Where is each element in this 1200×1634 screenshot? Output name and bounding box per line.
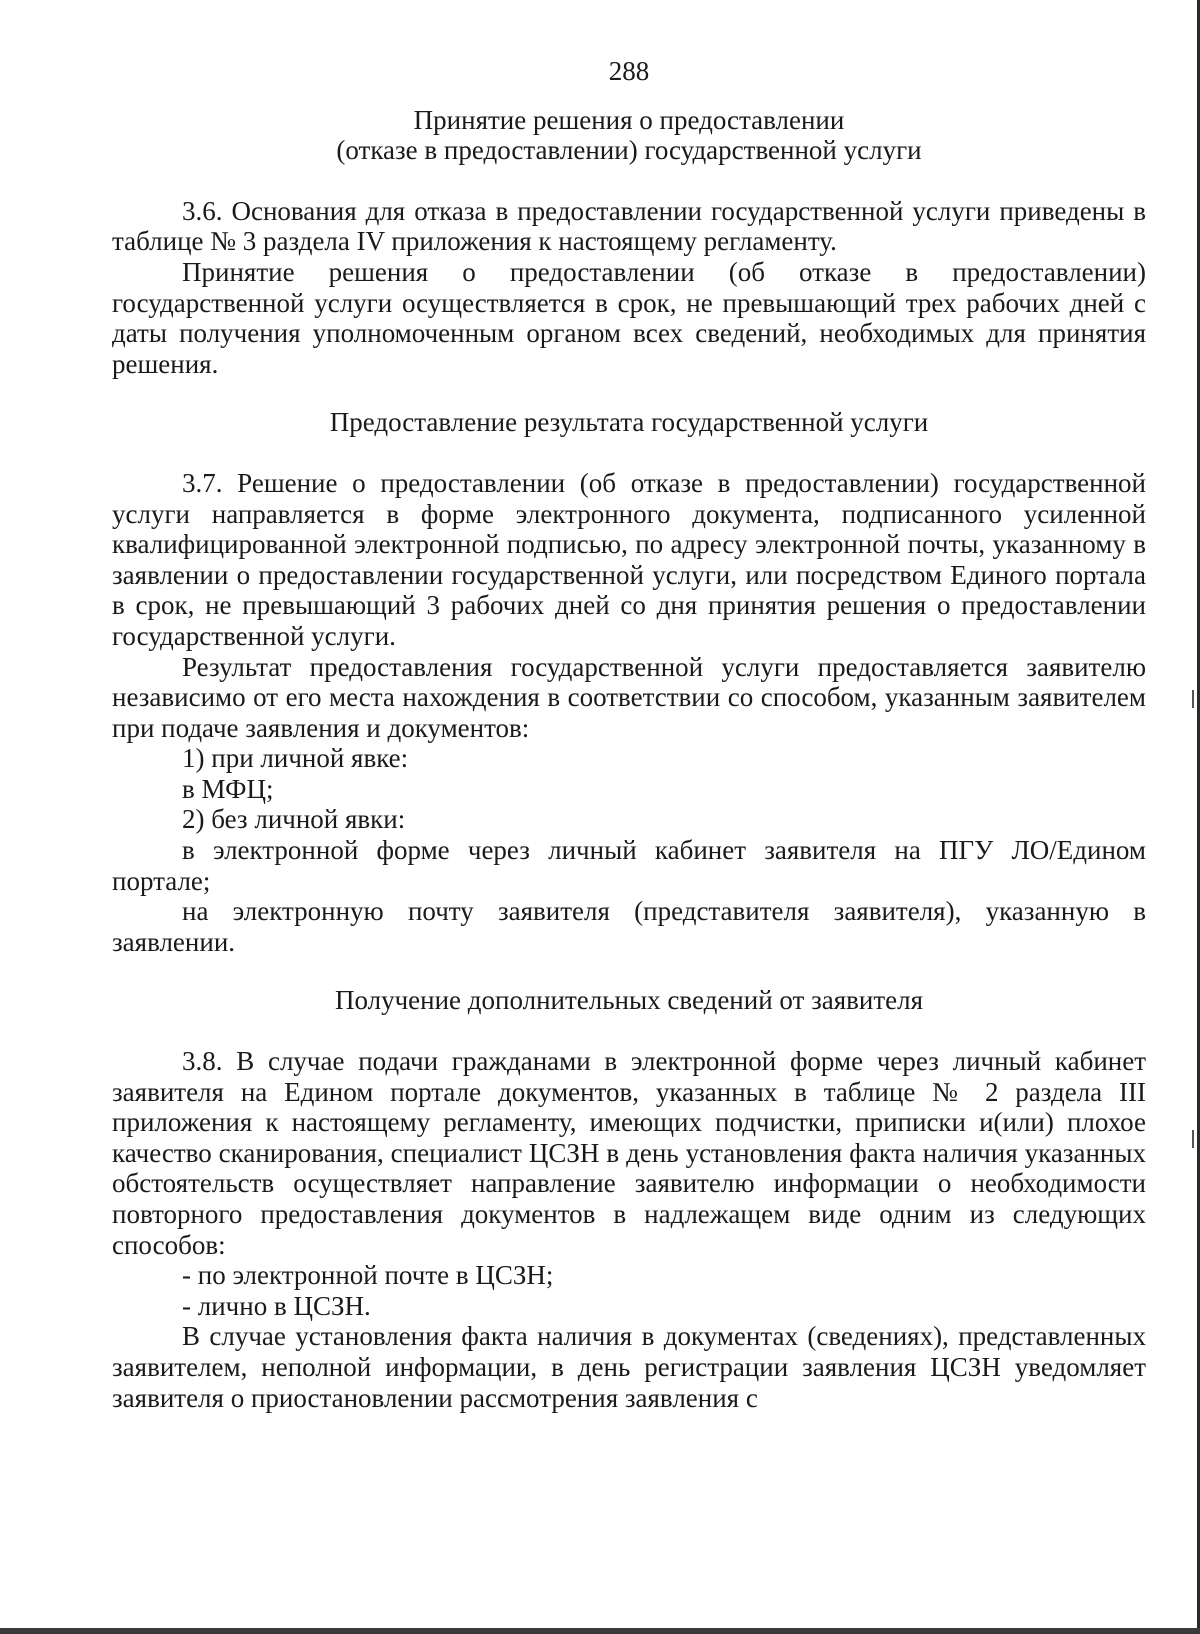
heading-result: Предоставление результата государственной услуги [329, 407, 929, 438]
heading-additional-info: Получение дополнительных сведений от заявителя [334, 985, 924, 1016]
paragraph-result-delivery: Результат предоставления государственной услуги предоставляется заявителю независимо от его места нахождения в соответствии со способом, указанным заявителем при подаче заявления и документов: [112, 651, 1146, 743]
heading-decision-line1: Принятие решения о предоставлении [413, 104, 845, 135]
heading-decision [112, 105, 1146, 166]
list-item-mfc: в МФЦ; [182, 773, 274, 804]
list-item-email: на электронную почту заявителя (представителя заявителя), указанную в заявлении. [112, 896, 1146, 957]
paragraph-3-6: 3.6. Основания для отказа в предоставлении государственной услуги приведены в таблице № 3 раздела IV приложения к настоящему регламенту. [112, 195, 1146, 257]
scan-edge-bottom [0, 1628, 1200, 1634]
list-item-remote: 2) без личной явки: [182, 804, 406, 835]
paragraph-3-7: 3.7. Решение о предоставлении (об отказе в предоставлении) государственной услуги направляется в форме электронного документа, подписанного усиленной квалифицированной электронной подписью, по адресу электронной почты, указанному в заявлении о предоставлении государственной услуги, или посредством Единого портала в срок, не превышающий 3 рабочих дней со дня принятия решения о предоставлении государственной услуги. [112, 467, 1146, 651]
paragraph-3-8: 3.8. В случае подачи гражданами в электронной форме через личный кабинет заявителя на Едином портале документов, указанных в таблице № 2 раздела III приложения к настоящему регламенту, имеющих подчистки, приписки и(или) плохое качество сканирования, специалист ЦСЗН в день установления факта наличия указанных обстоятельств осуществляет направление заявителю информации о необходимости повторного предоставления документов в надлежащем виде одним из следующих способов: [112, 1046, 1146, 1260]
list-item-email-cszn: - по электронной почте в ЦСЗН; [182, 1260, 554, 1291]
document-page [112, 56, 1146, 1413]
list-item-in-person-cszn: - лично в ЦСЗН. [182, 1290, 371, 1321]
paragraph-decision-term: Принятие решения о предоставлении (об отказе в предоставлении) государственной услуги осуществляется в срок, не превышающий трех рабочих дней с даты получения уполномоченным органом всех сведений, необходимых для принятия решения. [112, 256, 1146, 379]
scan-mark [1192, 690, 1194, 708]
page-number: 288 [608, 56, 650, 86]
paragraph-incomplete-info: В случае установления факта наличия в документах (сведениях), представленных заявителем, неполной информации, в день регистрации заявления ЦСЗН уведомляет заявителя о приостановлении рассмотрения заявления с [112, 1321, 1146, 1413]
heading-decision-line2: (отказе в предоставлении) государственной услуги [336, 135, 922, 166]
list-item-personal: 1) при личной явке: [182, 743, 409, 774]
list-item-electronic-form: в электронной форме через личный кабинет заявителя на ПГУ ЛО/Едином портале; [112, 835, 1146, 896]
scan-mark [1192, 1130, 1194, 1148]
